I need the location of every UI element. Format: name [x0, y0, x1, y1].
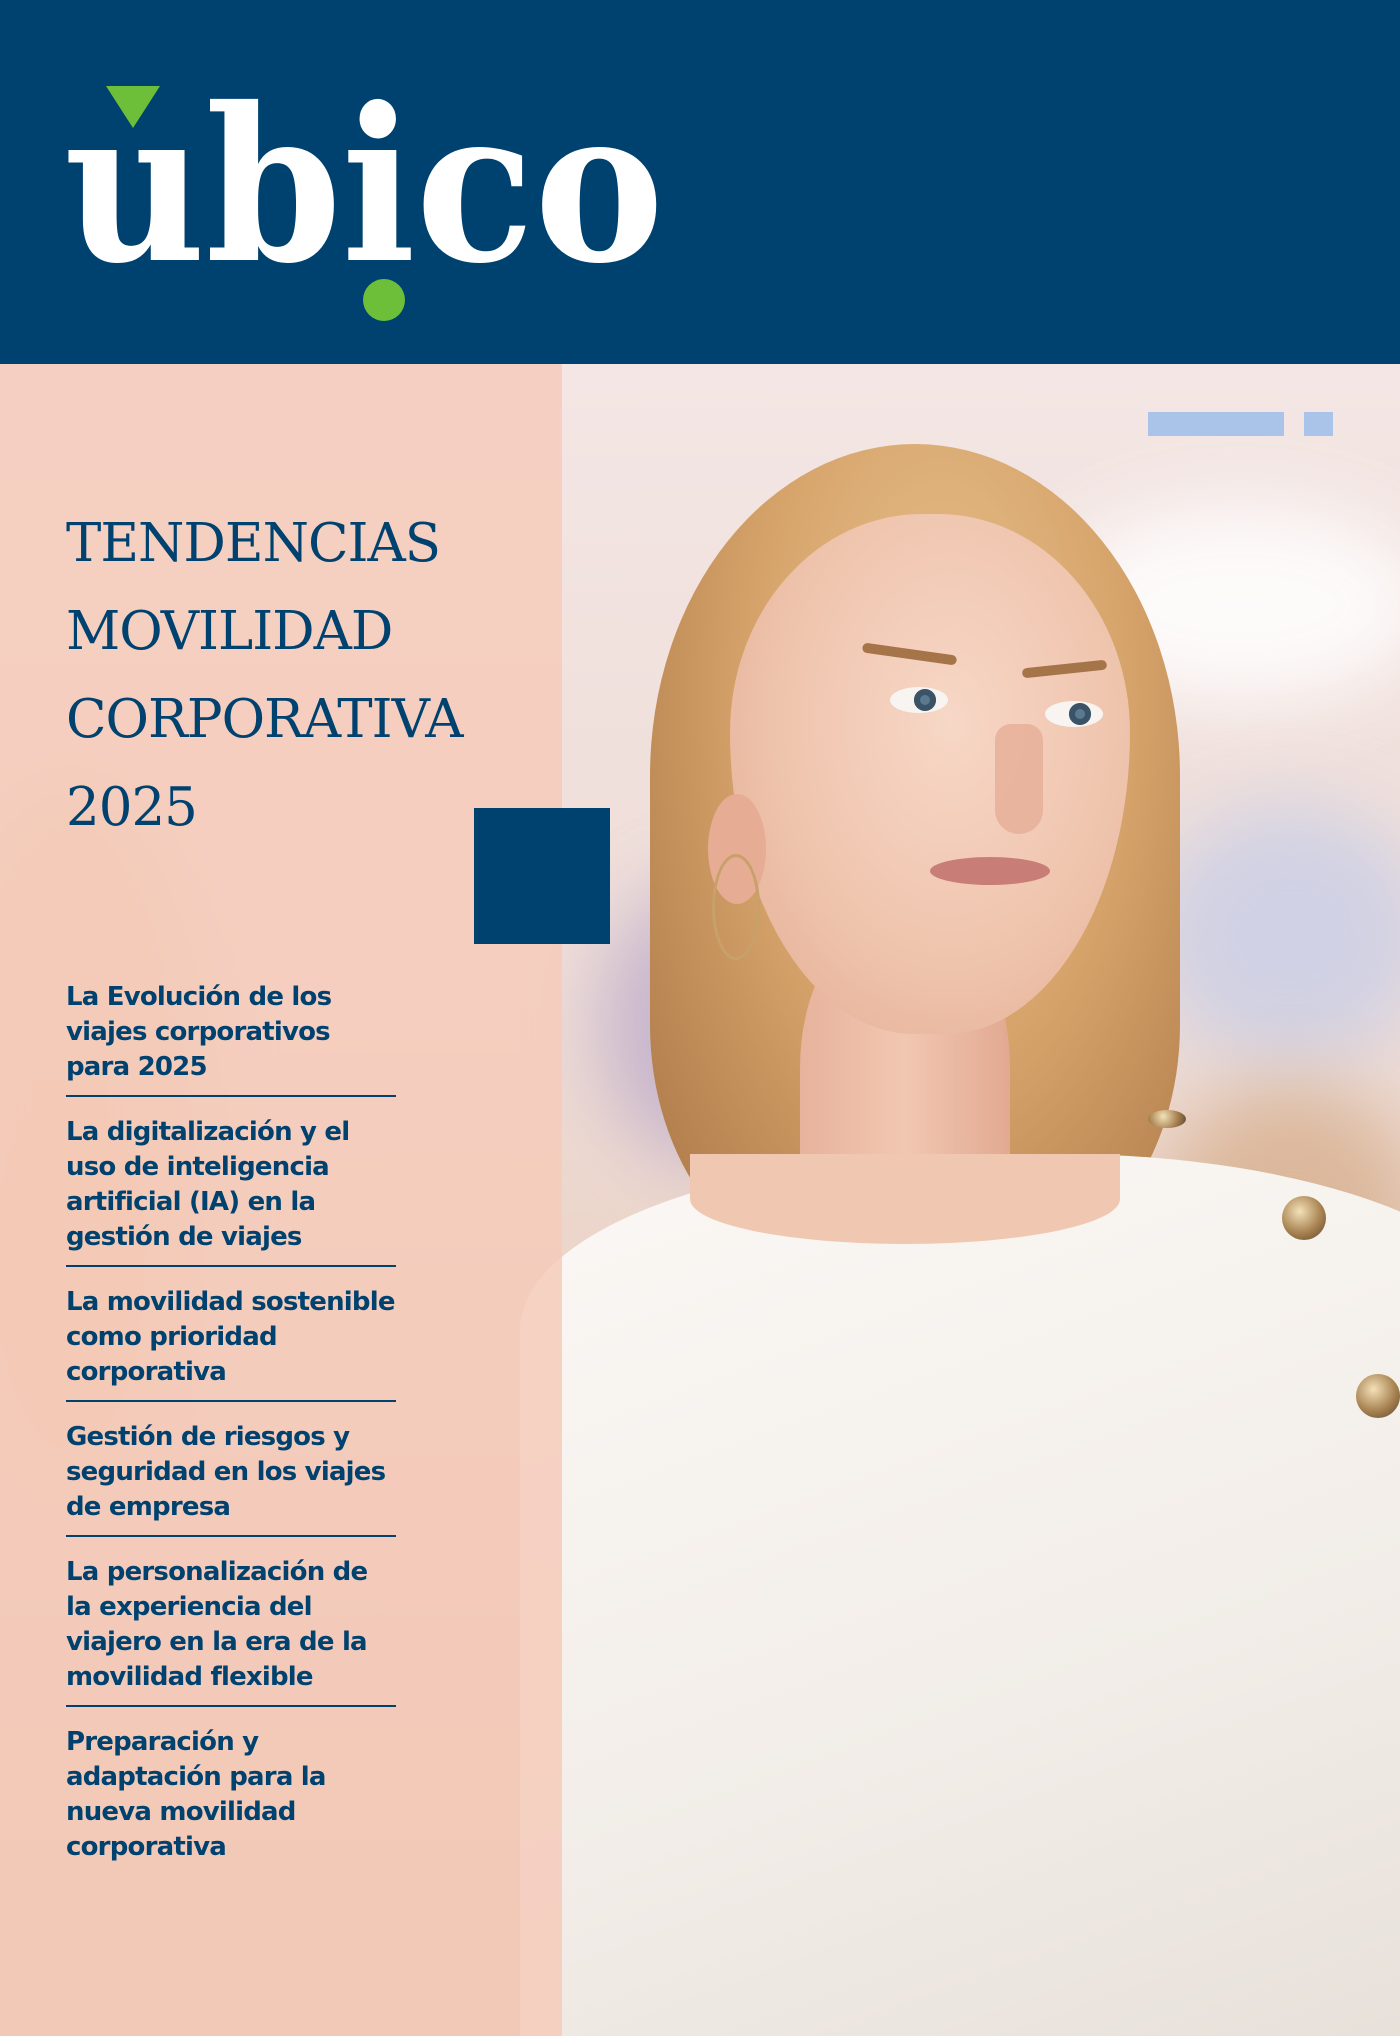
accent-bar-short — [1304, 412, 1333, 436]
accent-bars — [1148, 412, 1333, 436]
topic-item: La Evolución de los viajes corporativos para 2025 — [66, 982, 332, 1082]
shirt-button — [1356, 1374, 1400, 1418]
bokeh-light — [1150, 804, 1400, 1064]
cover-title — [66, 500, 566, 852]
title-line: MOVILIDAD — [66, 601, 393, 662]
navy-square-accent — [474, 808, 610, 944]
shirt-button — [1148, 1110, 1186, 1128]
title-line: 2025 — [66, 777, 197, 838]
title-line: CORPORATIVA — [66, 689, 463, 750]
topic-item: La digitalización y el uso de inteligencia artificial (IA) en la gestión de viajes — [66, 1095, 396, 1265]
shirt-button — [1282, 1196, 1326, 1240]
topic-item: La movilidad sostenible como prioridad corporativa — [66, 1265, 396, 1400]
ubico-logo — [64, 84, 684, 324]
topic-item: Gestión de riesgos y seguridad en los viajes de empresa — [66, 1400, 396, 1535]
eye — [1045, 701, 1103, 727]
topics-list — [66, 980, 396, 1875]
shirt-collar — [690, 1154, 1120, 1244]
topic-item: Preparación y adaptación para la nueva movilidad corporativa — [66, 1705, 396, 1875]
svg-text:ubico: ubico — [64, 84, 664, 310]
eye — [890, 687, 948, 713]
accent-bar-long — [1148, 412, 1284, 436]
mouth — [930, 857, 1050, 885]
title-line: TENDENCIAS — [66, 513, 441, 574]
topic-item: La personalización de la experiencia del viajero en la era de la movilidad flexible — [66, 1535, 396, 1705]
hoop-earring — [712, 854, 760, 960]
nose — [995, 724, 1043, 834]
white-shirt — [520, 1154, 1400, 2036]
header-band — [0, 0, 1400, 364]
